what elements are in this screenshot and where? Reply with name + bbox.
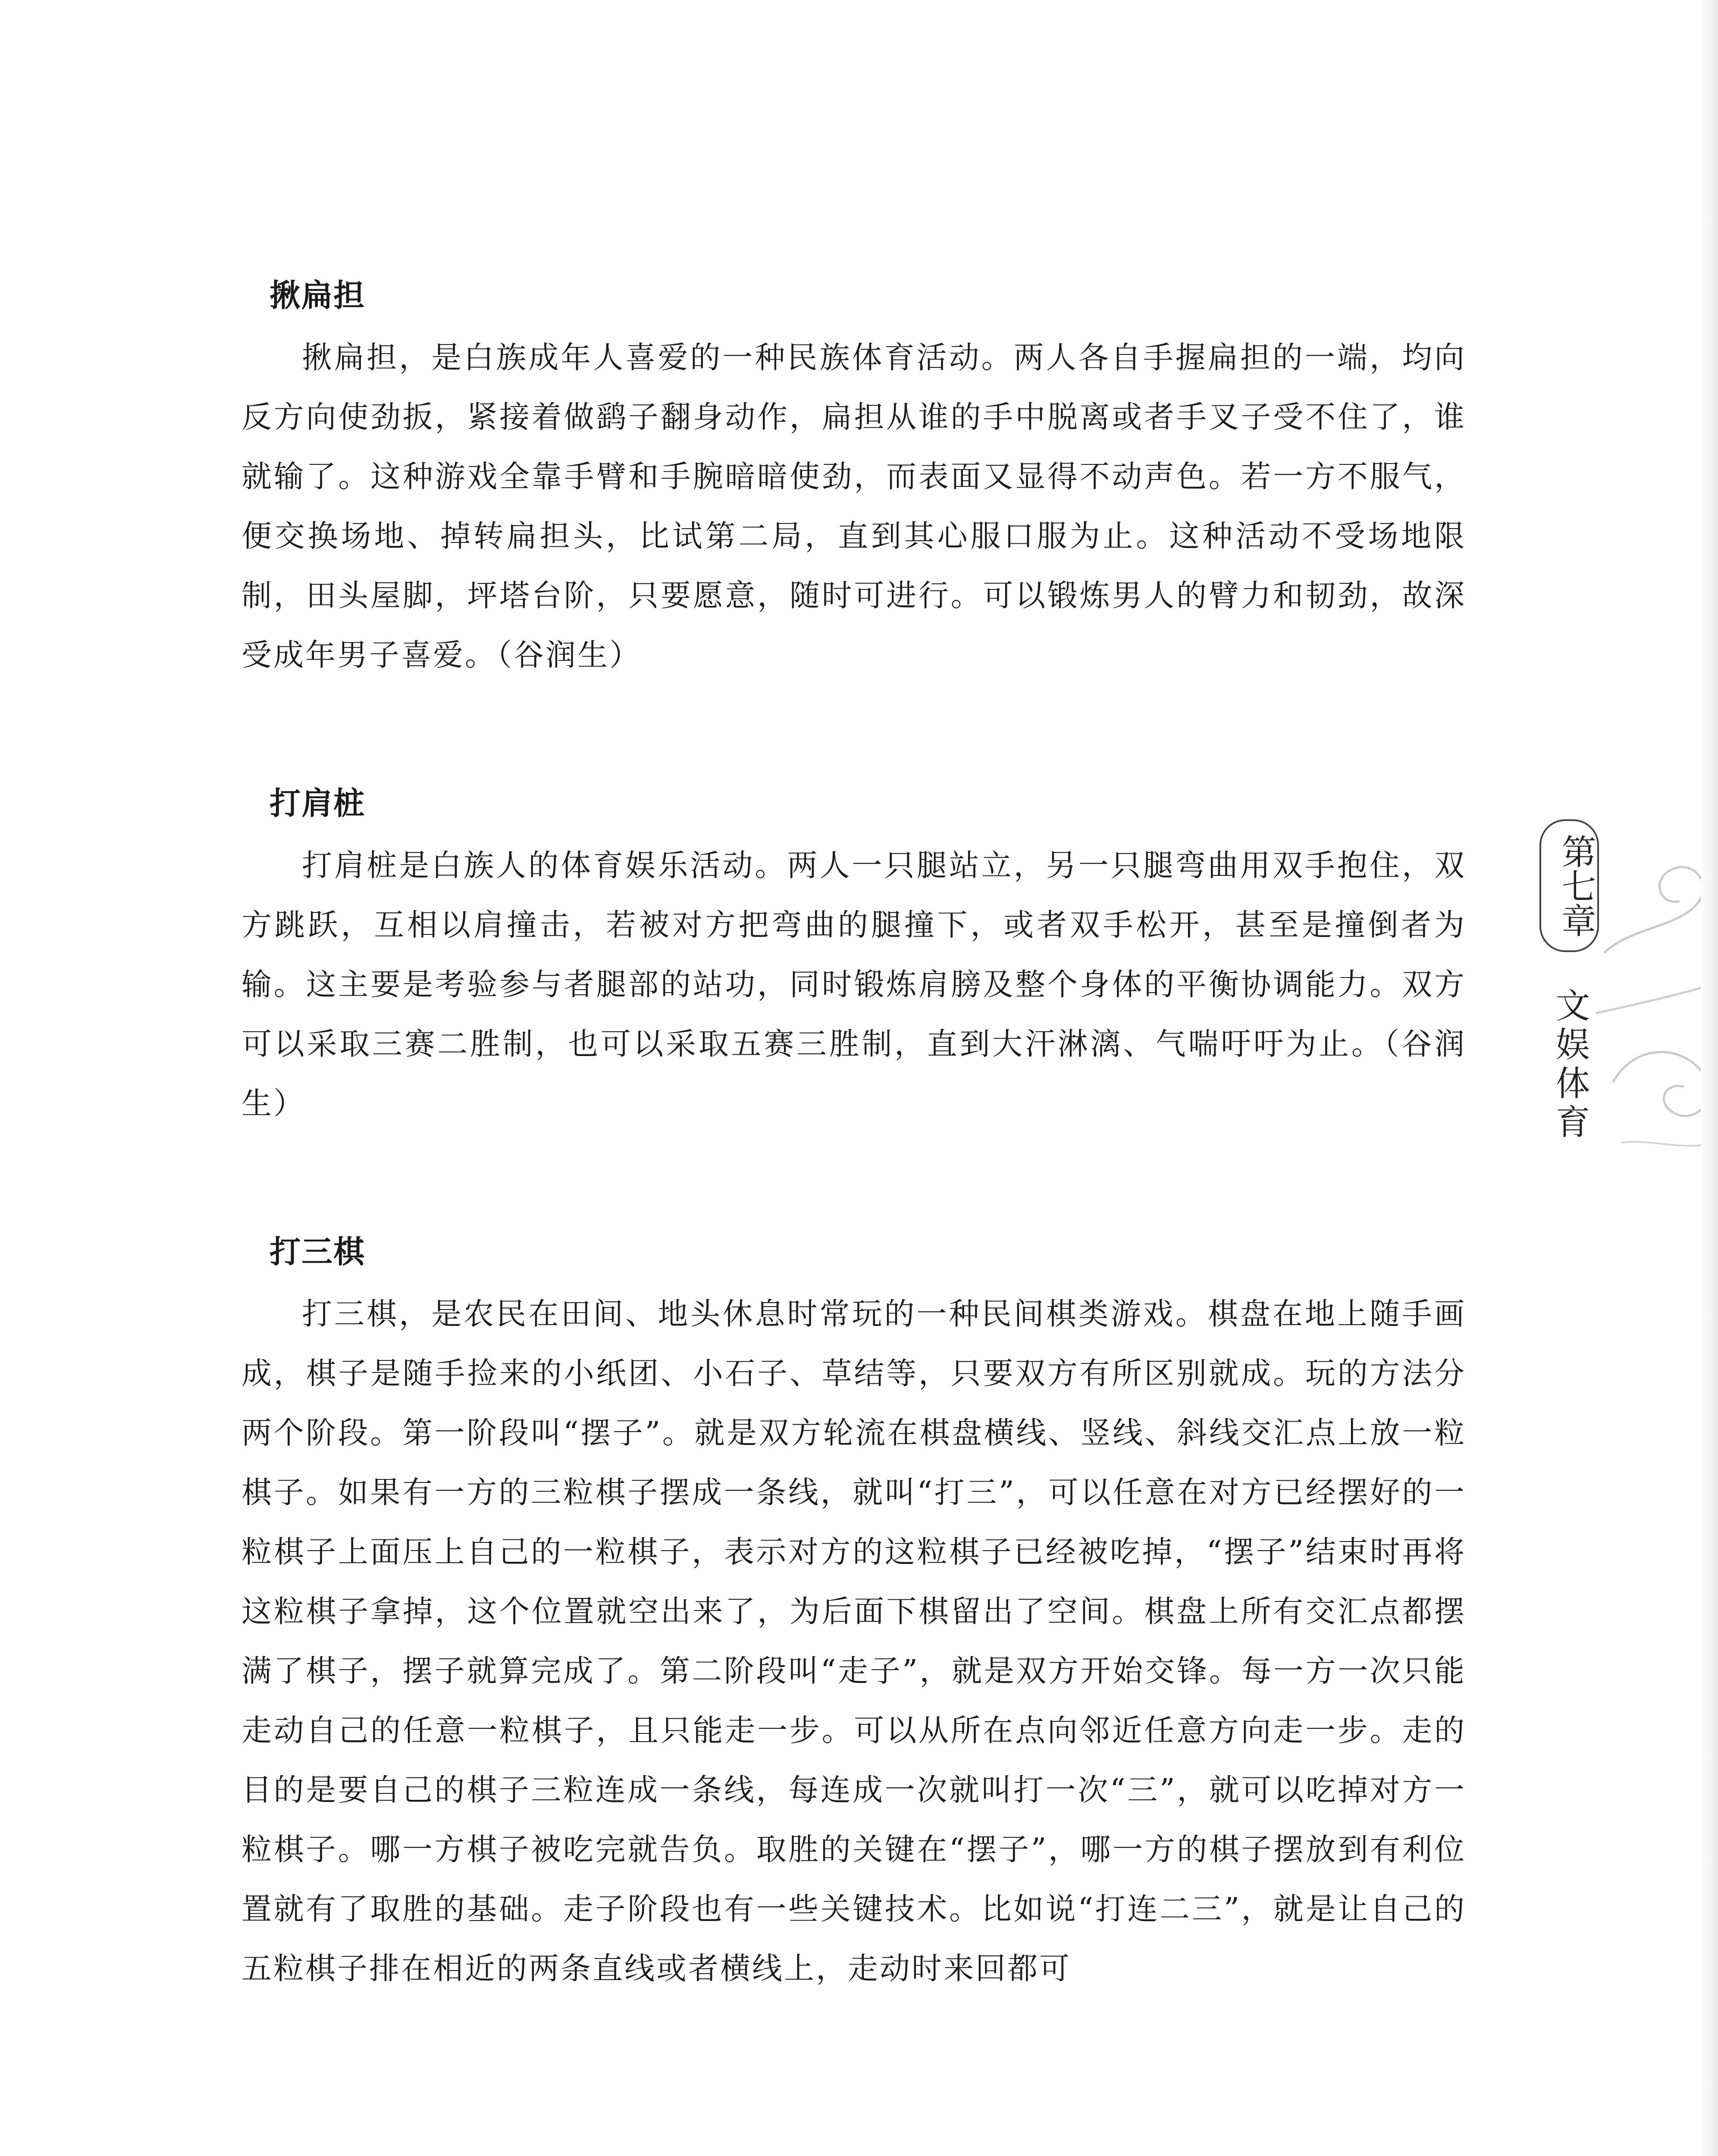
section-title: 打三棋 <box>270 1234 366 1270</box>
main-text-column <box>241 263 1466 2084</box>
section-title: 揪扁担 <box>270 277 366 313</box>
section-da-sanqi <box>241 1219 1466 1998</box>
category-label: 文娱体育 <box>1550 987 1590 1143</box>
section-body: 打三棋，是农民在田间、地头休息时常玩的一种民间棋类游戏。棋盘在地上随手画成，棋子是随手捡来的小纸团、小石子、草结等，只要双方有所区别就成。玩的方法分两个阶段。第一阶段叫“摆子”。就是双方轮流在棋盘横线、竖线、斜线交汇点上放一粒棋子。如果有一方的三粒棋子摆成一条线，就叫“打三”，可以任意在对方已经摆好的一粒棋子上面压上自己的一粒棋子，表示对方的这粒棋子已经被吃掉，“摆子”结束时再将这粒棋子拿掉，这个位置就空出来了，为后面下棋留出了空间。棋盘上所有交汇点都摆满了棋子，摆子就算完成了。第二阶段叫“走子”，就是双方开始交锋。每一方一次只能走动自己的任意一粒棋子，且只能走一步。可以从所在点向邻近任意方向走一步。走的目的是要自己的棋子三粒连成一条线，每连成一次就叫打一次“三”，就可以吃掉对方一粒棋子。哪一方棋子被吃完就告负。取胜的关键在“摆子”，哪一方的棋子摆放到有利位置就有了取胜的基础。走子阶段也有一些关键技术。比如说“打连二三”，就是让自己的五粒棋子排在相近的两条直线或者横线上，走动时来回都可 <box>241 1296 1466 1986</box>
section-body: 打肩桩是白族人的体育娱乐活动。两人一只腿站立，另一只腿弯曲用双手抱住，双方跳跃，互相以肩撞击，若被对方把弯曲的腿撞下，或者双手松开，甚至是撞倒者为输。这主要是考验参与者腿部的站功，同时锻炼肩膀及整个身体的平衡协调能力。双方可以采取三赛二胜制，也可以采取五赛三胜制，直到大汗淋漓、气喘吁吁为止。（谷润生） <box>241 848 1466 1121</box>
section-jiu-biandan <box>241 263 1466 685</box>
page-edge-shadow <box>1701 0 1718 2156</box>
chapter-label: 第七章 <box>1539 819 1599 952</box>
section-da-jianzhuang <box>241 771 1466 1133</box>
section-body: 揪扁担，是白族成年人喜爱的一种民族体育活动。两人各自手握扁担的一端，均向反方向使劲扳，紧接着做鹞子翻身动作，扁担从谁的手中脱离或者手叉子受不住了，谁就输了。这种游戏全靠手臂和手腕暗暗使劲，而表面又显得不动声色。若一方不服气，便交换场地、掉转扁担头，比试第二局，直到其心服口服为止。这种活动不受场地限制，田头屋脚，坪塔台阶，只要愿意，随时可进行。可以锻炼男人的臂力和韧劲，故深受成年男子喜爱。（谷润生） <box>241 340 1466 673</box>
section-title: 打肩桩 <box>270 785 366 821</box>
chapter-side-tab <box>1535 819 1617 1207</box>
